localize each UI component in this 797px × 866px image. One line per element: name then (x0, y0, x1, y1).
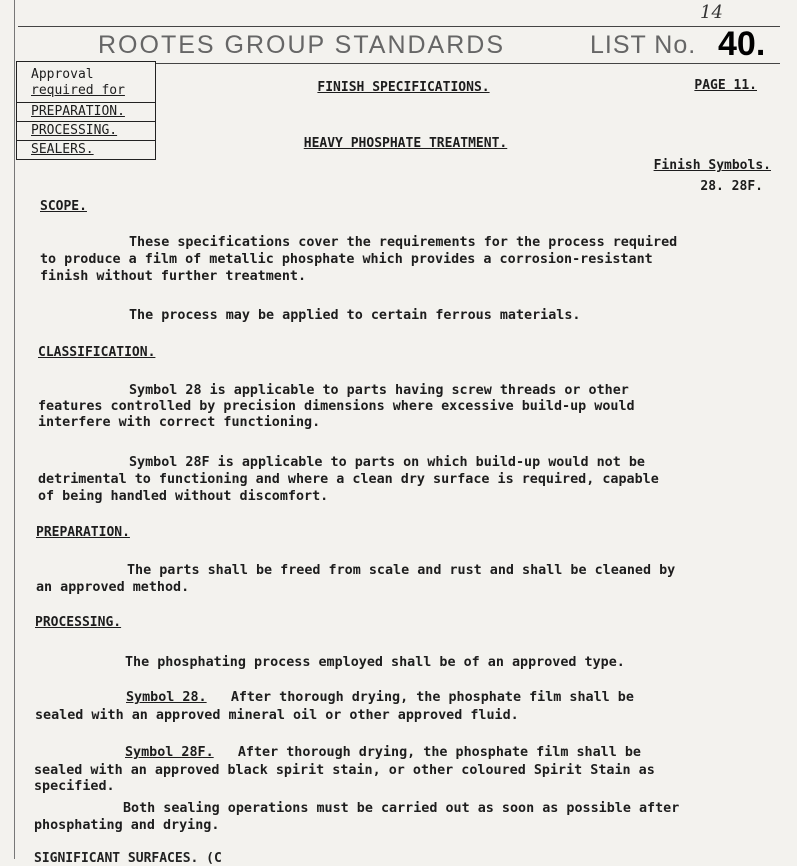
class-p1-line-2: features controlled by precision dimensions where excessive build-up would (38, 399, 635, 414)
symbol-28-label: Symbol 28. (126, 690, 207, 705)
symbol-28-text: After thorough drying, the phosphate film shall be (230, 690, 634, 705)
prep-line-1: The parts shall be freed from scale and rust and shall be cleaned by (127, 563, 676, 578)
page-number: PAGE 11. (694, 78, 757, 93)
class-p2-line-3: of being handled without discomfort. (38, 489, 329, 504)
approval-item-processing: PROCESSING. (17, 122, 155, 141)
approval-item-preparation: PREPARATION. (17, 103, 155, 122)
approval-line-1: Approval (31, 67, 94, 82)
finish-symbols-label: Finish Symbols. (653, 158, 771, 173)
prep-line-2: an approved method. (36, 580, 190, 595)
class-p1-line-1: Symbol 28 is applicable to parts having screw threads or other (129, 383, 629, 398)
organization-title: ROOTES GROUP STANDARDS (98, 31, 506, 59)
class-p2-line-1: Symbol 28F is applicable to parts on which build-up would not be (129, 455, 645, 470)
symbol-28f-label: Symbol 28F. (125, 745, 214, 760)
both-line-1: Both sealing operations must be carried out as soon as possible after (123, 801, 680, 816)
handwritten-page-number: 14 (700, 2, 723, 23)
sub-title: HEAVY PHOSPHATE TREATMENT. (303, 136, 508, 151)
standards-banner (18, 26, 780, 64)
symbol-28f-line-2: sealed with an approved black spirit stain, or other coloured Spirit Stain as (34, 763, 655, 778)
symbol-28f-text: After thorough drying, the phosphate film shall be (237, 745, 641, 760)
finish-symbols-values: 28. 28F. (700, 179, 763, 194)
symbol-28-line-1 (126, 690, 634, 706)
heading-processing: PROCESSING. (35, 615, 122, 630)
scope-line-3: finish without further treatment. (40, 269, 307, 284)
finish-symbols (654, 155, 771, 197)
list-number: 40. (718, 25, 766, 63)
proc-para-1: The phosphating process employed shall be of an approved type. (125, 655, 625, 670)
approval-item-sealers: SEALERS. (31, 142, 94, 157)
scope-line-2: to produce a film of metallic phosphate which provides a corrosion-resistant (40, 252, 653, 267)
symbol-28f-line-1 (125, 745, 641, 761)
cutoff-heading: SIGNIFICANT SURFACES. (C (34, 851, 222, 866)
symbol-28f-line-3: specified. (34, 779, 115, 794)
list-label: LIST No. (590, 31, 697, 59)
main-title: FINISH SPECIFICATIONS. (317, 80, 490, 95)
both-line-2: phosphating and drying. (34, 818, 220, 833)
heading-scope: SCOPE. (40, 199, 87, 214)
scope-line-1: These specifications cover the requirements for the process required (129, 235, 678, 250)
margin-line (14, 0, 15, 859)
heading-preparation: PREPARATION. (36, 525, 130, 540)
scope-para-2: The process may be applied to certain ferrous materials. (129, 308, 581, 323)
symbol-28-line-2: sealed with an approved mineral oil or other approved fluid. (35, 708, 519, 723)
approval-line-2: required for (31, 83, 125, 98)
class-p1-line-3: interfere with correct functioning. (38, 415, 321, 430)
class-p2-line-2: detrimental to functioning and where a clean dry surface is required, capable (38, 472, 659, 487)
heading-classification: CLASSIFICATION. (38, 345, 156, 360)
